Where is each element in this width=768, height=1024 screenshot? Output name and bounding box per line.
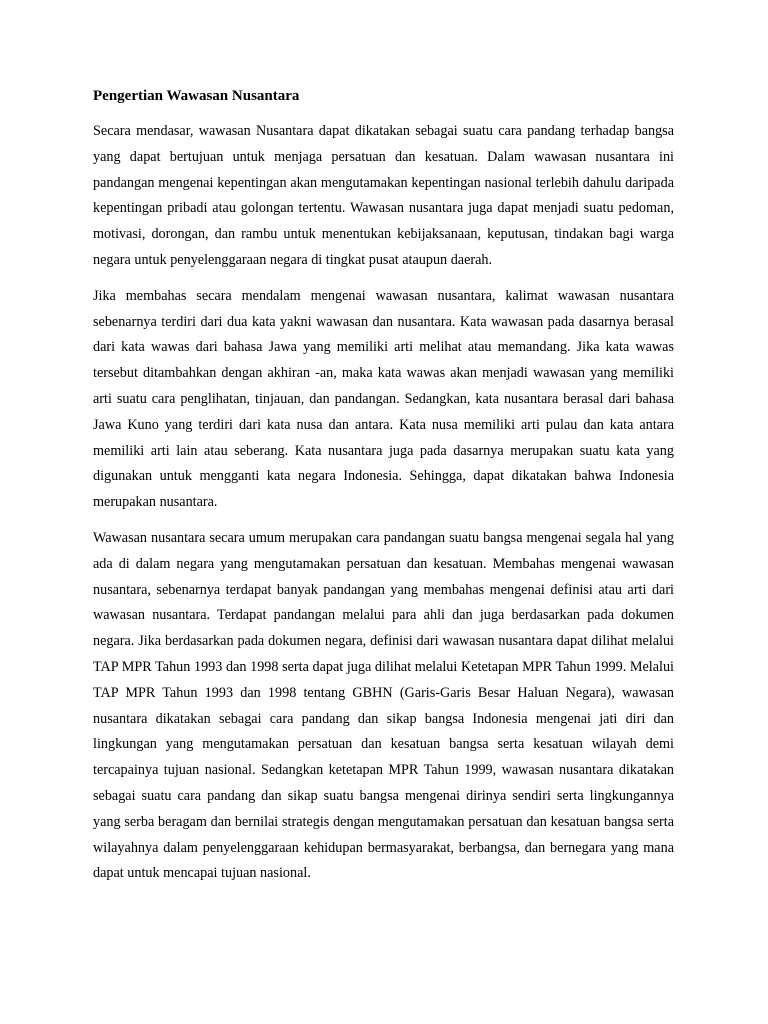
document-title: Pengertian Wawasan Nusantara: [93, 88, 300, 104]
document-page: [93, 84, 674, 897]
paragraph-2: Jika membahas secara mendalam mengenai wawasan nusantara, kalimat wawasan nusantara sebenarnya terdiri dari dua kata yakni wawasan dan nusantara. Kata wawasan pada dasarnya berasal dari kata wawas dari bahasa Jawa yang memiliki arti melihat atau memandang. Jika kata wawas tersebut ditambahkan dengan akhiran -an, maka kata wawas akan menjadi wawasan yang memiliki arti suatu cara penglihatan, tinjauan, dan pandangan. Sedangkan, kata nusantara berasal dari bahasa Jawa Kuno yang terdiri dari kata nusa dan antara. Kata nusa memiliki arti pulau dan kata antara memiliki arti lain atau seberang. Kata nusantara juga pada dasarnya merupakan suatu kata yang digunakan untuk mengganti kata negara Indonesia. Sehingga, dapat dikatakan bahwa Indonesia merupakan nusantara.: [93, 287, 674, 511]
paragraph-3: Wawasan nusantara secara umum merupakan cara pandangan suatu bangsa mengenai segala hal yang ada di dalam negara yang mengutamakan persatuan dan kesatuan. Membahas mengenai wawasan nusantara, sebenarnya terdapat banyak pandangan yang membahas mengenai definisi atau arti dari wawasan nusantara. Terdapat pandangan melalui para ahli dan juga berdasarkan pada dokumen negara. Jika berdasarkan pada dokumen negara, definisi dari wawasan nusantara dapat dilihat melalui TAP MPR Tahun 1993 dan 1998 serta dapat juga dilihat melalui Ketetapan MPR Tahun 1999. Melalui TAP MPR Tahun 1993 dan 1998 tentang GBHN (Garis-Garis Besar Haluan Negara), wawasan nusantara dikatakan sebagai cara pandang dan sikap bangsa Indonesia mengenai jati diri dan lingkungan yang mengutamakan persatuan dan kesatuan bangsa serta kesatuan wilayah demi tercapainya tujuan nasional. Sedangkan ketetapan MPR Tahun 1999, wawasan nusantara dikatakan sebagai suatu cara pandang dan sikap suatu bangsa mengenai dirinya sendiri serta lingkungannya yang serba beragam dan bernilai strategis dengan mengutamakan persatuan dan kesatuan bangsa serta wilayahnya dalam penyelenggaraan kehidupan bermasyarakat, berbangsa, dan bernegara yang mana dapat untuk mencapai tujuan nasional.: [93, 529, 674, 882]
paragraph-1: Secara mendasar, wawasan Nusantara dapat dikatakan sebagai suatu cara pandang terhadap bangsa yang dapat bertujuan untuk menjaga persatuan dan kesatuan. Dalam wawasan nusantara ini pandangan mengenai kepentingan akan mengutamakan kepentingan nasional terlebih dahulu daripada kepentingan pribadi atau golongan tertentu. Wawasan nusantara juga dapat menjadi suatu pedoman, motivasi, dorongan, dan rambu untuk menentukan kebijaksanaan, keputusan, tindakan bagi warga negara untuk penyelenggaraan negara di tingkat pusat ataupun daerah.: [93, 123, 674, 268]
